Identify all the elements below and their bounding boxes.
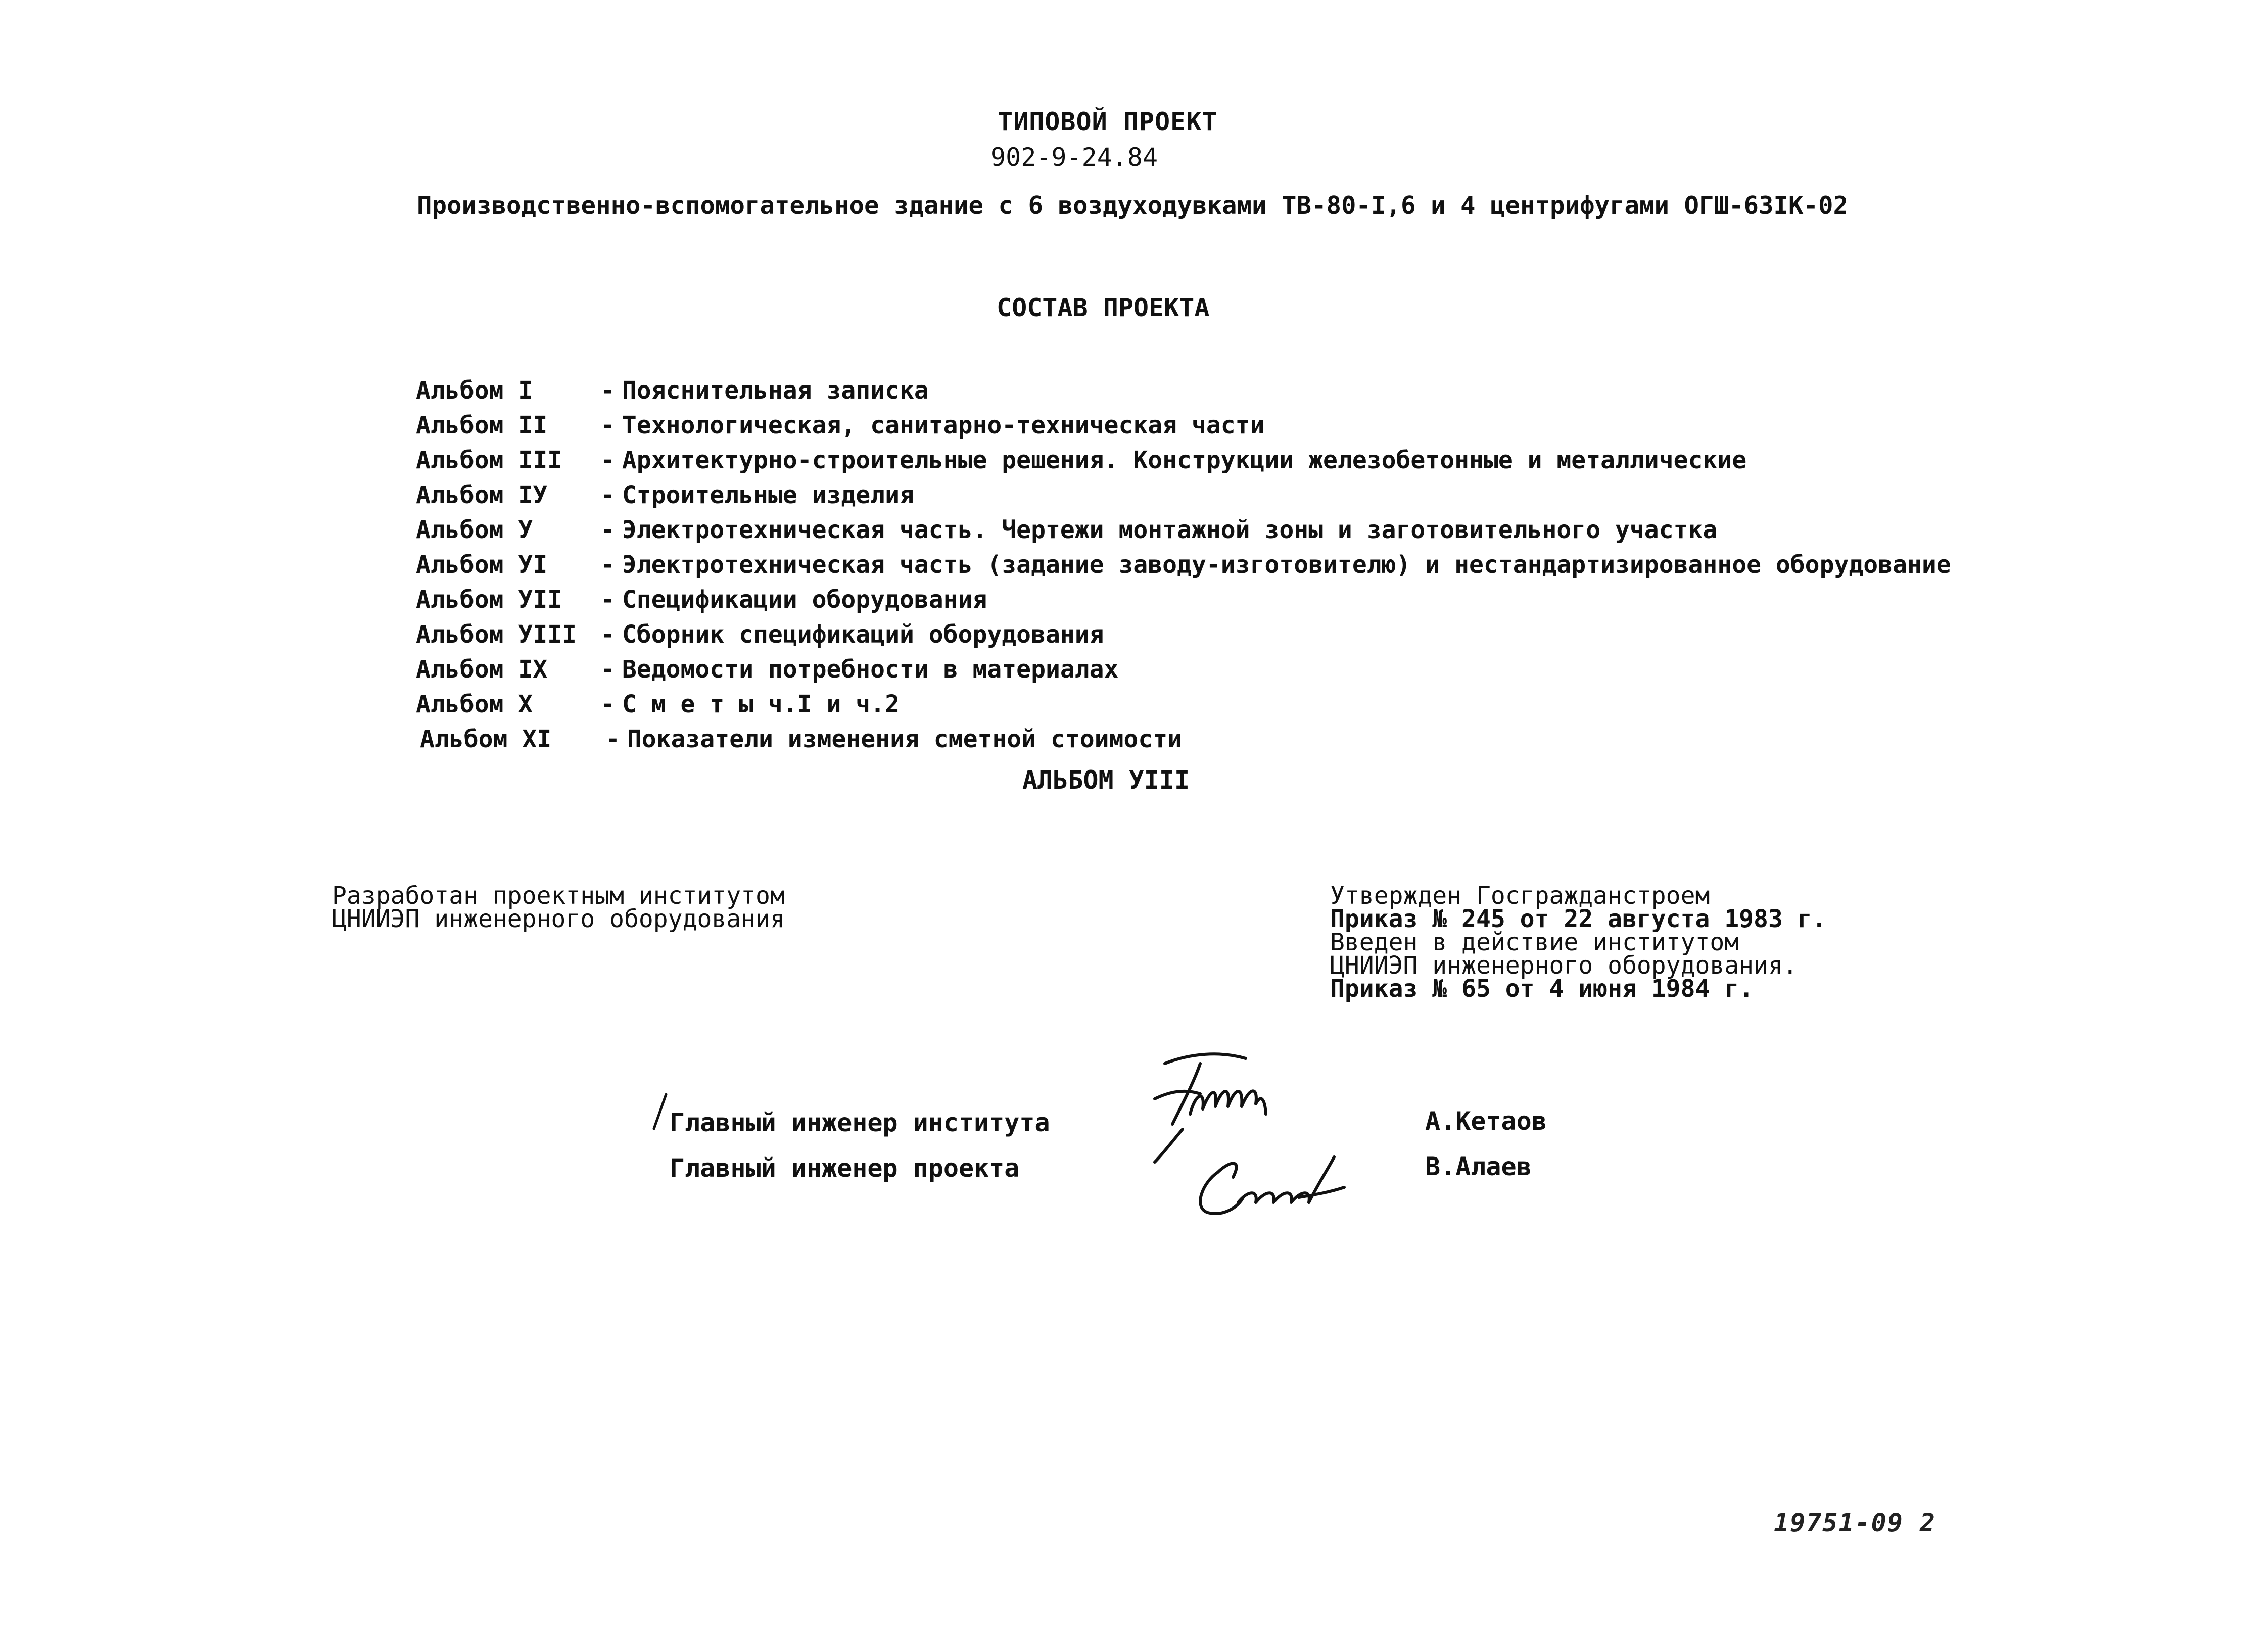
album-label: Альбом УII	[416, 586, 562, 614]
album-description: - Технологическая, санитарно-техническая части	[600, 411, 1265, 440]
album-description: - Показатели изменения сметной стоимости	[605, 725, 1183, 753]
album-label: Альбом ХI	[420, 725, 552, 753]
album-description: - С м е т ы ч.I и ч.2	[600, 690, 900, 718]
album-description: - Сборник спецификаций оборудования	[600, 620, 1104, 649]
album-row	[416, 689, 1932, 724]
developer-line: Разработан проектным институтом	[332, 882, 785, 910]
current-album-title: АЛЬБОМ УIII	[1022, 765, 1190, 795]
album-description: - Электротехническая часть (задание заводу-изготовителю) и нестандартизированное оборудование	[600, 551, 1951, 579]
document-subtitle: Производственно-вспомогательное здание с 6 воздуходувками ТВ-80-I,6 и 4 центрифугами ОГШ-63IК-02	[417, 191, 1849, 220]
album-description: - Спецификации оборудования	[600, 586, 987, 614]
album-row	[416, 585, 1932, 619]
album-row	[416, 480, 1932, 515]
album-label: Альбом IУ	[416, 481, 548, 509]
document-number: 902-9-24.84	[990, 142, 1158, 172]
chief-engineer-project-name: В.Алаев	[1425, 1152, 1532, 1181]
album-row	[416, 619, 1932, 654]
album-label: Альбом У	[416, 516, 533, 544]
album-label: Альбом I	[416, 376, 533, 405]
album-label: Альбом III	[416, 446, 562, 474]
album-row	[416, 515, 1932, 550]
composition-title: СОСТАВ ПРОЕКТА	[997, 293, 1210, 322]
album-label: Альбом IХ	[416, 655, 548, 684]
approval-line: Приказ № 65 от 4 июня 1984 г.	[1330, 975, 1754, 1003]
album-label: Альбом УI	[416, 551, 548, 579]
album-description: - Электротехническая часть. Чертежи монтажной зоны и заготовительного участка	[600, 516, 1718, 544]
chief-engineer-institute-title: Главный инженер института	[670, 1108, 1050, 1137]
album-description: - Ведомости потребности в материалах	[600, 655, 1119, 684]
approval-line: Утвержден Госгражданстроем	[1330, 882, 1710, 910]
approval-line: ЦНИИЭП инженерного оборудования.	[1330, 951, 1798, 980]
archive-number: 19751-09 2	[1774, 1508, 1936, 1537]
approval-line: Введен в действие институтом	[1330, 928, 1739, 956]
album-row	[416, 654, 1932, 689]
approval-line: Приказ № 245 от 22 августа 1983 г.	[1330, 905, 1827, 933]
album-row	[416, 410, 1932, 445]
album-list	[416, 375, 1951, 759]
developer-line: ЦНИИЭП инженерного оборудования	[332, 905, 785, 933]
album-label: Альбом УIII	[416, 620, 577, 649]
document-type: ТИПОВОЙ ПРОЕКТ	[998, 107, 1218, 136]
album-label: Альбом II	[416, 411, 548, 440]
album-label: Альбом Х	[416, 690, 533, 718]
album-description: - Строительные изделия	[600, 481, 914, 509]
album-row	[416, 724, 1932, 759]
chief-engineer-project-title: Главный инженер проекта	[670, 1153, 1020, 1183]
album-description: - Пояснительная записка	[600, 376, 929, 405]
album-row	[416, 375, 1932, 410]
signature-icon	[1183, 1142, 1349, 1228]
album-row	[416, 445, 1932, 480]
developer-block	[332, 884, 785, 931]
approval-block	[1330, 882, 1827, 1003]
album-description: - Архитектурно-строительные решения. Конструкции железобетонные и металлические	[600, 446, 1747, 474]
chief-engineer-institute-name: А.Кетаов	[1425, 1106, 1547, 1136]
tick-mark-icon	[649, 1092, 669, 1133]
album-row	[416, 550, 1951, 585]
